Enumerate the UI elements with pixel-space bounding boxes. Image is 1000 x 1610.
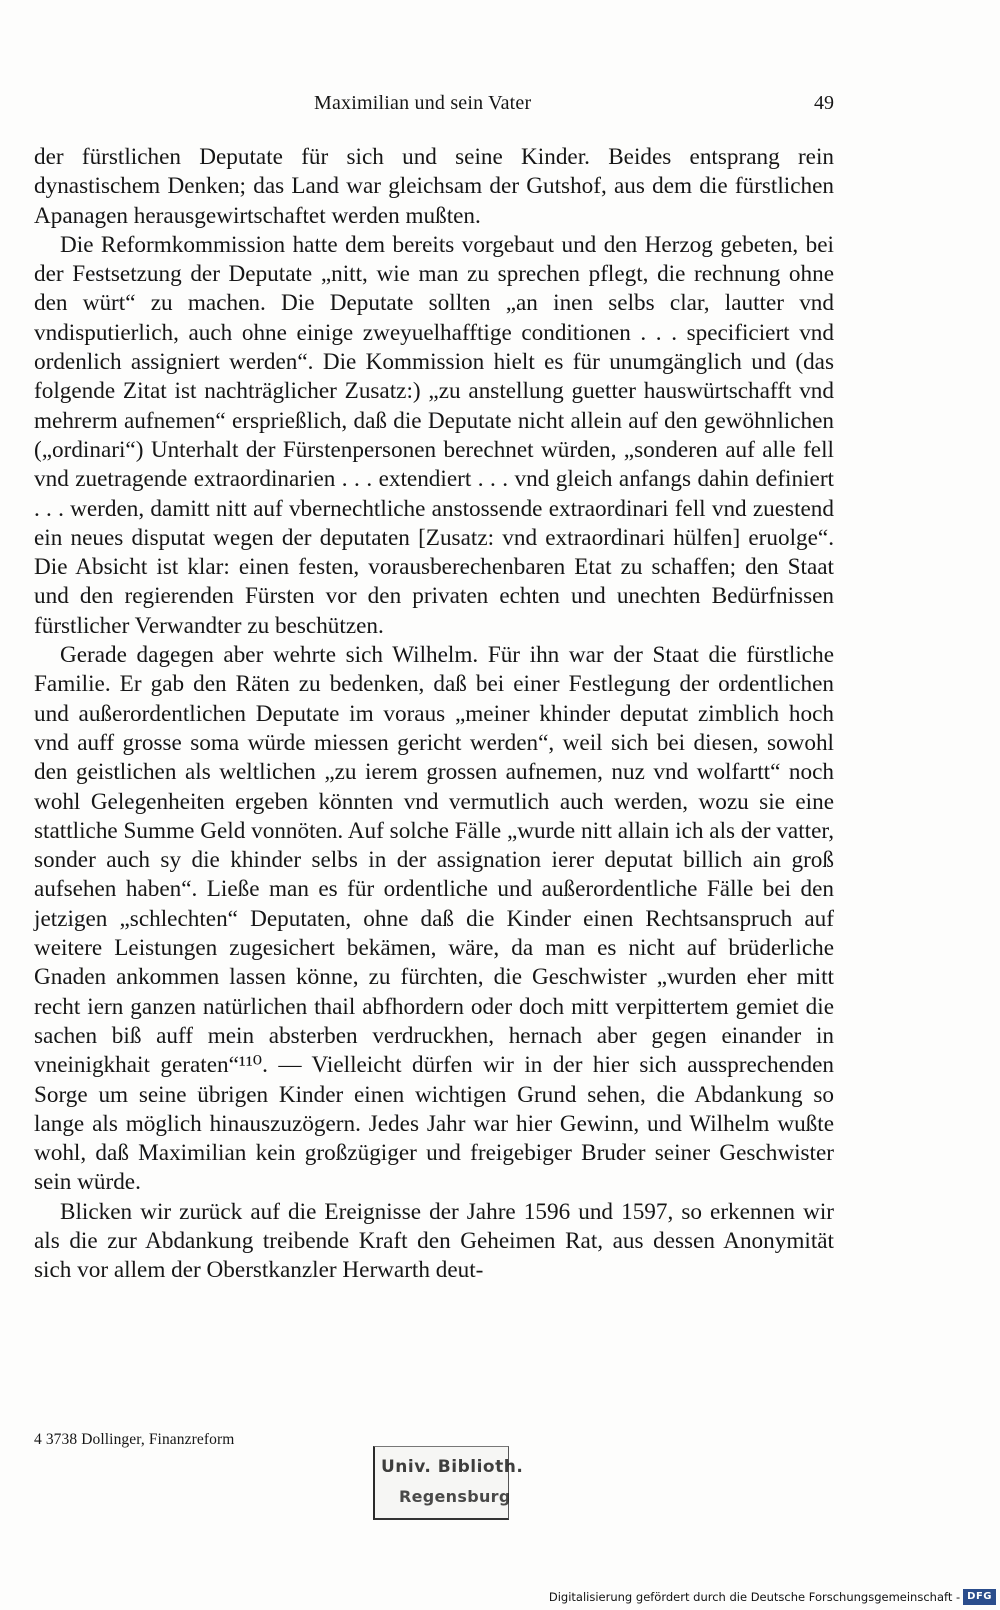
stamp-line-university: Univ. Biblioth.	[381, 1457, 524, 1477]
paragraph-3: Gerade dagegen aber wehrte sich Wilhelm. Für ihn war der Staat die fürstliche Familie. Er gab den Räten zu bedenken, daß bei einer Festlegung der ordentlichen und außerordentlichen Deputate im voraus „meiner khinder deputat zimblich hoch vnd auff grosse soma würde miessen gericht werden“, weil sich bei diesen, sowohl den geistlichen als weltlichen „zu ierem grossen aufnemen, nuz vnd wolfartt“ noch wohl Gelegenheiten ergeben könnten vnd vermutlich auch werden, wozu sie eine stattliche Summe Geld vonnöten. Auf solche Fälle „wurde nitt allain ich als der vatter, sonder auch sy die khinder selbs in der assignation ierer deputat billich ain groß aufsehen haben“. Ließe man es für ordentliche und außerordentliche Fälle bei den jetzigen „schlechten“ Deputaten, ohne daß die Kinder einen Rechtsanspruch auf weitere Leistungen zugesichert bekämen, wäre, da man es nicht auf brüderliche Gnaden ankommen lassen könne, zu fürchten, die Geschwister „wurden eher mitt recht iern ganzen natürlichen thail abfhordern oder doch mitt verpittertem gemiet die sachen biß auff mein absterben verdruckhen, hernach aber gegen einander in vneinigkhait geraten“¹¹⁰. — Vielleicht dürfen wir in der hier sich aussprechenden Sorge um seine übrigen Kinder einen wichtigen Grund sehen, die Abdankung so lange als möglich hinauszuzögern. Jedes Jahr war hier Gewinn, und Wilhelm wußte wohl, daß Maximilian kein großzügiger und freigebiger Bruder seiner Geschwister sein würde.	[34, 642, 834, 1196]
digitization-credit	[549, 1588, 996, 1606]
signature-line: 4 3738 Dollinger, Finanzreform	[34, 1431, 235, 1448]
paragraph-1: der fürstlichen Deputate für sich und seine Kinder. Beides entsprang rein dynastischem Denken; das Land war gleichsam der Gutshof, aus dem die fürstlichen Apanagen herausgewirtschaftet werden mußten.	[34, 144, 834, 229]
stamp-line-city: Regensburg	[399, 1487, 511, 1506]
paragraph-2: Die Reformkommission hatte dem bereits vorgebaut und den Herzog gebeten, bei der Festsetzung der Deputate „nitt, wie man zu sprechen pflegt, die rechnung ohne den würt“ zu machen. Die Deputate sollten „an inen selbs clar, lautter vnd vndisputierlich, auch ohne einige zweyuelhafftige conditionen . . . specificiert vnd ordenlich assigniert werden“. Die Kommission hielt es für unumgänglich und (das folgende Zitat ist nachträglicher Zusatz:) „zu anstellung guetter hauswürtschafft vnd mehrerm aufnemen“ ersprießlich, daß die Deputate nicht allein auf den gewöhnlichen („ordinari“) Unterhalt der Fürstenpersonen berechnet würden, „sonderen auf alle fell vnd zuetragende extraordinarien . . . extendiert . . . vnd gleich anfangs dahin definiert . . . werden, damitt nitt auf vbernechtliche anstossende extraordinari fell vnd zuestend ein neues disputat wegen der deputaten [Zusatz: vnd extraordinari hülfen] eruolge“. Die Absicht ist klar: einen festen, vorausberechenbaren Etat zu schaffen; den Staat und den regierenden Fürsten vor den privaten echten und unechten Bedürfnissen fürstlicher Verwandter zu beschützen.	[34, 231, 834, 639]
dfg-logo-icon: DFG	[963, 1589, 996, 1605]
running-head	[34, 88, 834, 118]
paragraph-4: Blicken wir zurück auf die Ereignisse der Jahre 1596 und 1597, so erkennen wir als die zur Abdankung treibende Kraft den Geheimen Rat, aus dessen Anonymität sich vor allem der Oberstkanzler Herwarth deut-	[34, 1198, 834, 1284]
body-text	[34, 143, 834, 1286]
library-stamp	[373, 1446, 524, 1520]
running-title: Maximilian und sein Vater	[314, 92, 532, 114]
page-number: 49	[814, 92, 834, 114]
credit-text: Digitalisierung gefördert durch die Deutsche Forschungsgemeinschaft -	[548, 1590, 961, 1604]
